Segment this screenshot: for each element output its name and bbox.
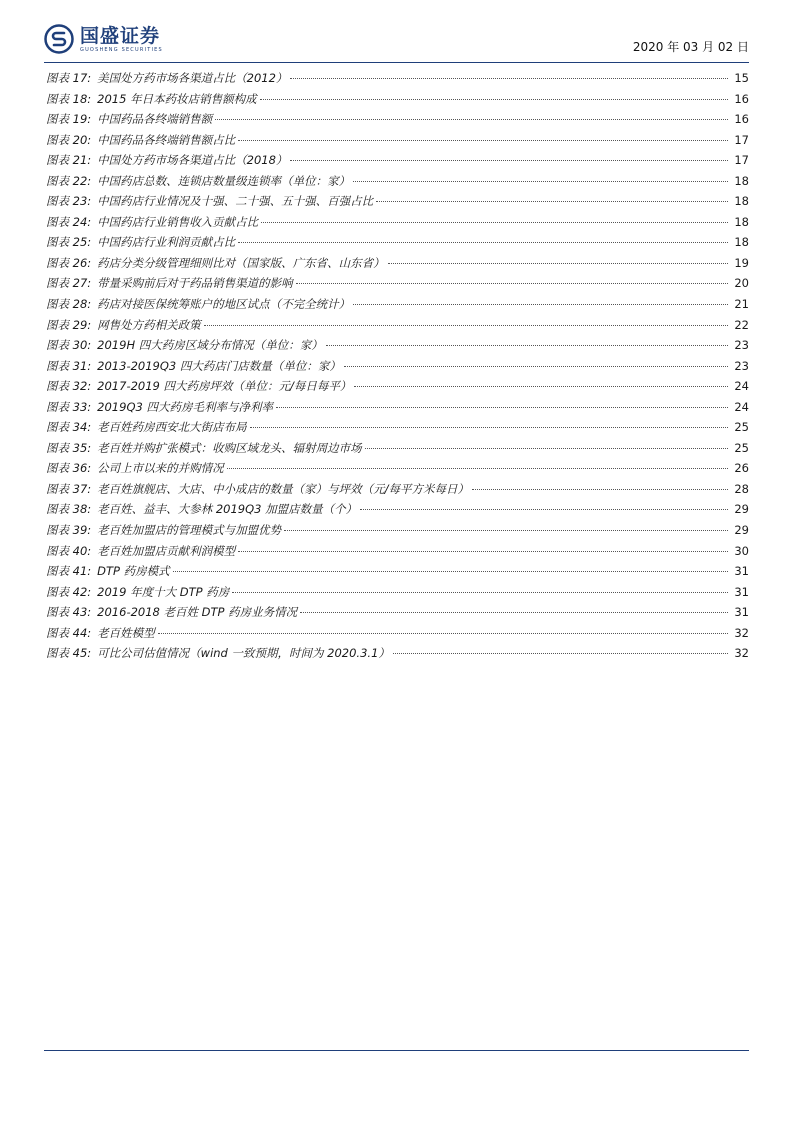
toc-leader-dots (215, 119, 728, 120)
toc-entry-title: 中国药店行业销售收入贡献占比 (97, 214, 259, 229)
toc-entry-page: 22 (734, 317, 749, 332)
toc-entry-page: 15 (734, 71, 749, 85)
toc-entry-page: 23 (734, 338, 749, 353)
toc-leader-dots (472, 489, 728, 490)
toc-entry-label: 图表 28: (46, 297, 92, 312)
toc-entry-title: 2019H 四大药房区域分布情况（单位：家） (97, 338, 323, 353)
toc-leader-dots (300, 612, 728, 613)
toc-entry[interactable] (46, 91, 749, 112)
toc-leader-dots (173, 571, 728, 572)
toc-entry-label: 图表 31: (46, 358, 92, 373)
toc-leader-dots (250, 427, 728, 428)
logo-chinese-name: 国盛证券 (80, 24, 161, 47)
toc-entry[interactable] (46, 214, 749, 235)
toc-entry-title: 药店分类分级管理细则比对（国家版、广东省、山东省） (97, 255, 385, 270)
toc-entry-page: 29 (734, 523, 749, 538)
toc-entry-page: 31 (734, 564, 749, 579)
toc-entry-page: 25 (734, 440, 749, 455)
toc-leader-dots (227, 468, 728, 469)
toc-entry-label: 图表 37: (46, 481, 92, 496)
toc-entry-label: 图表 42: (46, 584, 92, 599)
toc-entry-page: 24 (734, 379, 749, 394)
toc-entry-title: 2019 年度十大 DTP 药房 (97, 584, 230, 599)
toc-entry-page: 23 (734, 358, 749, 373)
toc-entry-label: 图表 30: (46, 338, 92, 353)
toc-entry-title: 老百姓并购扩张模式：收购区域龙头、辐射周边市场 (97, 440, 362, 455)
toc-entry[interactable] (46, 132, 749, 153)
toc-entry[interactable] (46, 337, 749, 358)
toc-leader-dots (260, 99, 728, 100)
toc-leader-dots (393, 653, 728, 654)
toc-entry-label: 图表 45: (46, 646, 92, 661)
logo-icon (44, 24, 74, 54)
toc-entry-label: 图表 18: (46, 91, 92, 106)
toc-entry-title: 老百姓、益丰、大参林 2019Q3 加盟店数量（个） (97, 502, 358, 517)
report-date: 2020 年 03 月 02 日 (632, 40, 749, 54)
toc-entry-title: 老百姓药房西安北大街店布局 (97, 420, 247, 435)
toc-entry[interactable] (46, 481, 749, 502)
toc-entry-page: 32 (734, 646, 749, 661)
toc-entry-title: 中国药店行业利润贡献占比 (97, 235, 236, 250)
toc-entry-page: 17 (734, 132, 749, 147)
toc-entry[interactable] (46, 173, 749, 194)
toc-entry-label: 图表 24: (46, 214, 92, 229)
toc-entry-page: 24 (734, 399, 749, 414)
toc-entry[interactable] (46, 275, 749, 296)
toc-entry-title: 美国处方药市场各渠道占比（2012） (97, 71, 288, 85)
toc-entry-page: 19 (734, 255, 749, 270)
toc-entry[interactable] (46, 255, 749, 276)
toc-entry[interactable] (46, 522, 749, 543)
toc-leader-dots (353, 181, 728, 182)
toc-entry-page: 17 (734, 153, 749, 168)
toc-entry-title: 中国药品各终端销售额 (97, 112, 213, 127)
toc-entry[interactable] (46, 625, 749, 646)
header-divider (44, 62, 749, 63)
toc-entry[interactable] (46, 296, 749, 317)
toc-entry-page: 18 (734, 173, 749, 188)
page-header (44, 20, 749, 62)
toc-entry[interactable] (46, 378, 749, 399)
toc-entry[interactable] (46, 563, 749, 584)
toc-entry-page: 20 (734, 276, 749, 291)
table-of-figures (46, 70, 749, 666)
toc-entry-label: 图表 20: (46, 132, 92, 147)
toc-leader-dots (238, 140, 728, 141)
toc-entry-title: 可比公司估值情况（wind 一致预期，时间为 2020.3.1） (97, 646, 390, 661)
toc-entry[interactable] (46, 440, 749, 461)
toc-entry-title: 网售处方药相关政策 (97, 317, 201, 332)
toc-leader-dots (238, 242, 728, 243)
toc-entry-page: 16 (734, 112, 749, 127)
toc-entry-label: 图表 41: (46, 564, 92, 579)
toc-entry-page: 18 (734, 194, 749, 209)
toc-entry-label: 图表 26: (46, 255, 92, 270)
toc-entry-title: 老百姓加盟店贡献利润模型 (97, 543, 236, 558)
toc-entry[interactable] (46, 234, 749, 255)
toc-entry-label: 图表 33: (46, 399, 92, 414)
toc-entry-label: 图表 36: (46, 461, 92, 476)
toc-entry-label: 图表 32: (46, 379, 92, 394)
toc-entry[interactable] (46, 584, 749, 605)
toc-entry-page: 32 (734, 625, 749, 640)
toc-entry-page: 31 (734, 605, 749, 620)
toc-entry[interactable] (46, 317, 749, 338)
toc-entry-label: 图表 22: (46, 173, 92, 188)
toc-entry[interactable] (46, 358, 749, 379)
footer-divider (44, 1050, 749, 1051)
logo-english-name: GUOSHENG SECURITIES (80, 46, 163, 53)
toc-leader-dots (365, 448, 728, 449)
toc-leader-dots (276, 407, 728, 408)
toc-entry-title: 老百姓加盟店的管理模式与加盟优势 (97, 523, 282, 538)
toc-entry-title: 2016-2018 老百姓 DTP 药房业务情况 (97, 605, 298, 620)
toc-entry-title: 中国药店总数、连锁店数量级连锁率（单位：家） (97, 173, 351, 188)
toc-entry-label: 图表 35: (46, 440, 92, 455)
toc-entry-title: 2013-2019Q3 四大药店门店数量（单位：家） (97, 358, 341, 373)
toc-leader-dots (354, 386, 728, 387)
toc-entry[interactable] (46, 604, 749, 625)
toc-entry[interactable] (46, 419, 749, 440)
toc-leader-dots (326, 345, 728, 346)
toc-entry-page: 29 (734, 502, 749, 517)
toc-entry-page: 30 (734, 543, 749, 558)
toc-entry[interactable] (46, 193, 749, 214)
toc-entry[interactable] (46, 501, 749, 522)
toc-entry-page: 18 (734, 214, 749, 229)
toc-entry-label: 图表 34: (46, 420, 92, 435)
toc-entry-title: 2019Q3 四大药房毛利率与净利率 (97, 399, 273, 414)
toc-entry-label: 图表 25: (46, 235, 92, 250)
toc-leader-dots (388, 263, 728, 264)
toc-entry-title: 公司上市以来的并购情况 (97, 461, 224, 476)
toc-entry-label: 图表 44: (46, 625, 92, 640)
toc-entry-label: 图表 29: (46, 317, 92, 332)
toc-entry-label: 图表 23: (46, 194, 92, 209)
toc-entry-title: 中国药品各终端销售额占比 (97, 132, 236, 147)
toc-entry-title: 中国药店行业情况及十强、二十强、五十强、百强占比 (97, 194, 374, 209)
toc-leader-dots (290, 78, 728, 79)
toc-entry-title: 老百姓模型 (97, 625, 155, 640)
toc-entry[interactable] (46, 111, 749, 132)
toc-leader-dots (261, 222, 728, 223)
toc-entry-label: 图表 27: (46, 276, 92, 291)
toc-leader-dots (353, 304, 728, 305)
toc-entry-page: 28 (734, 481, 749, 496)
toc-entry-page: 21 (734, 297, 749, 312)
toc-entry-title: 带量采购前后对于药品销售渠道的影响 (97, 276, 293, 291)
toc-entry[interactable] (46, 152, 749, 173)
toc-entry-label: 图表 39: (46, 523, 92, 538)
toc-entry-page: 31 (734, 584, 749, 599)
toc-leader-dots (296, 283, 728, 284)
toc-leader-dots (204, 325, 728, 326)
company-logo (44, 24, 163, 54)
toc-leader-dots (232, 592, 728, 593)
toc-leader-dots (344, 366, 728, 367)
toc-entry[interactable] (46, 543, 749, 564)
toc-entry-page: 18 (734, 235, 749, 250)
toc-leader-dots (158, 633, 728, 634)
toc-leader-dots (376, 201, 728, 202)
toc-entry-title: 2017-2019 四大药房坪效（单位：元/每日每平） (97, 379, 352, 394)
toc-entry-page: 25 (734, 420, 749, 435)
toc-leader-dots (360, 509, 728, 510)
toc-entry-label: 图表 19: (46, 112, 92, 127)
toc-entry-label: 图表 43: (46, 605, 92, 620)
toc-entry-title: 药店对接医保统筹账户的地区试点（不完全统计） (97, 297, 351, 312)
toc-entry-title: 老百姓旗舰店、大店、中小成店的数量（家）与坪效（元/每平方米每日） (97, 481, 470, 496)
toc-entry-title: 中国处方药市场各渠道占比（2018） (97, 153, 288, 168)
toc-entry-page: 26 (734, 461, 749, 476)
toc-entry-label: 图表 40: (46, 543, 92, 558)
toc-entry-title: 2015 年日本药妆店销售额构成 (97, 91, 257, 106)
toc-leader-dots (290, 160, 728, 161)
toc-entry-label: 图表 38: (46, 502, 92, 517)
toc-leader-dots (238, 551, 728, 552)
toc-entry[interactable] (46, 645, 749, 666)
toc-leader-dots (284, 530, 728, 531)
toc-entry[interactable] (46, 399, 749, 420)
toc-entry-title: DTP 药房模式 (97, 564, 170, 579)
toc-entry-page: 16 (734, 91, 749, 106)
toc-entry-label: 图表 21: (46, 153, 92, 168)
toc-entry[interactable] (46, 460, 749, 481)
toc-entry[interactable] (46, 70, 749, 91)
toc-entry-label: 图表 17: (46, 71, 92, 85)
